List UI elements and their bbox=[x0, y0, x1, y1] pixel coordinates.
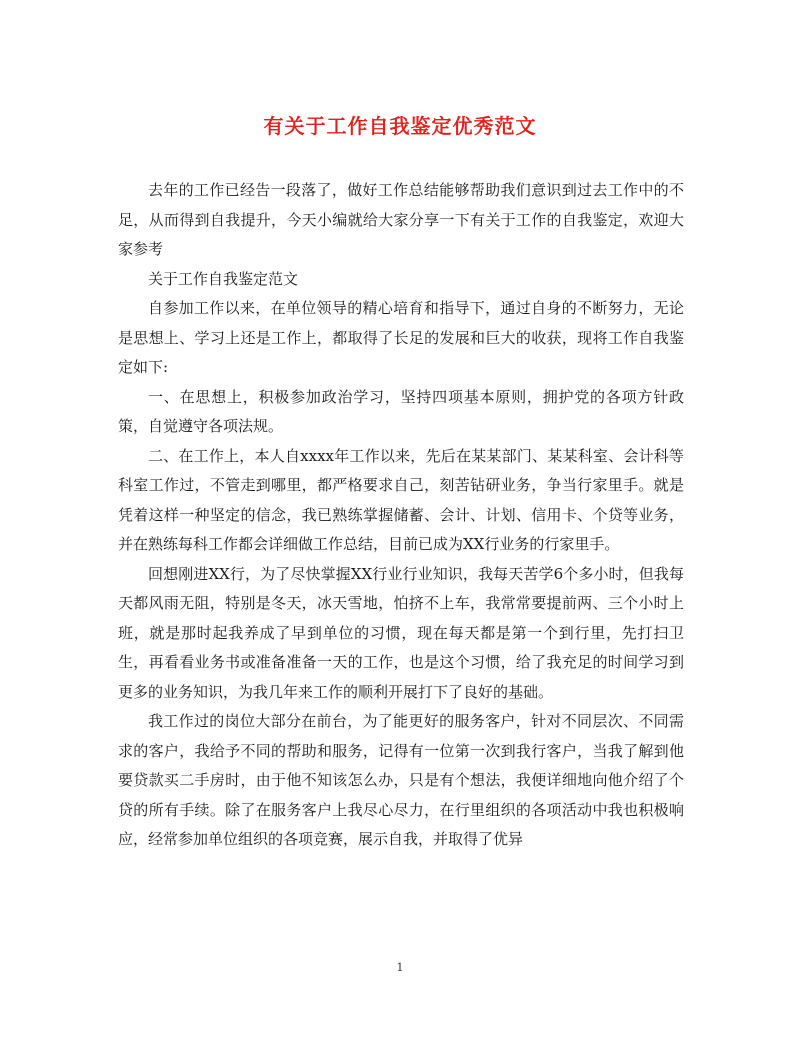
document-body bbox=[118, 176, 684, 855]
paragraph-opening: 自参加工作以来，在单位领导的精心培育和指导下，通过自身的不断努力，无论是思想上、学习上还是工作上，都取得了长足的发展和巨大的收获，现将工作自我鉴定如下: bbox=[118, 299, 684, 376]
paragraph-intro: 去年的工作已经告一段落了，做好工作总结能够帮助我们意识到过去工作中的不足，从而得到自我提升，今天小编就给大家分享一下有关于工作的自我鉴定，欢迎大家参考 bbox=[118, 181, 684, 258]
paragraph-recollection: 回想刚进XX行，为了尽快掌握XX行业行业知识，我每天苦学6个多小时，但我每天都风雨无阻，特别是冬天，冰天雪地，怕挤不上车，我常常要提前两、三个小时上班，就是那时起我养成了早到单位的习惯，现在每天都是第一个到行里，先打扫卫生，再看看业务书或准备准备一天的工作，也是这个习惯，给了我充足的时间学习到更多的业务知识，为我几年来工作的顺利开展打下了良好的基础。 bbox=[118, 564, 684, 701]
page-number: 1 bbox=[396, 961, 404, 974]
paragraph-service: 我工作过的岗位大部分在前台，为了能更好的服务客户，针对不同层次、不同需求的客户，我给予不同的帮助和服务，记得有一位第一次到我行客户，当我了解到他要贷款买二手房时，由于他不知该怎么办，只是有个想法，我便详细地向他介绍了个贷的所有手续。除了在服务客户上我尽心尽力，在行里组织的各项活动中我也积极响应，经常参加单位组织的各项竞赛，展示自我，并取得了优异 bbox=[118, 712, 684, 848]
paragraph-subheading: 关于工作自我鉴定范文 bbox=[148, 269, 299, 288]
paragraph-work: 二、在工作上，本人自xxxx年工作以来，先后在某某部门、某某科室、会计科等科室工作过，不管走到哪里，都严格要求自己，刻苦钻研业务，争当行家里手。就是凭着这样一种坚定的信念，我已熟练掌握储蓄、会计、计划、信用卡、个贷等业务，并在熟练每科工作都会详细做工作总结，目前已成为XX行业务的行家里手。 bbox=[118, 446, 684, 553]
document-title: 有关于工作自我鉴定优秀范文 bbox=[263, 114, 537, 138]
paragraph-ideology: 一、在思想上，积极参加政治学习，坚持四项基本原则，拥护党的各项方针政策，自觉遵守各项法规。 bbox=[118, 387, 684, 435]
